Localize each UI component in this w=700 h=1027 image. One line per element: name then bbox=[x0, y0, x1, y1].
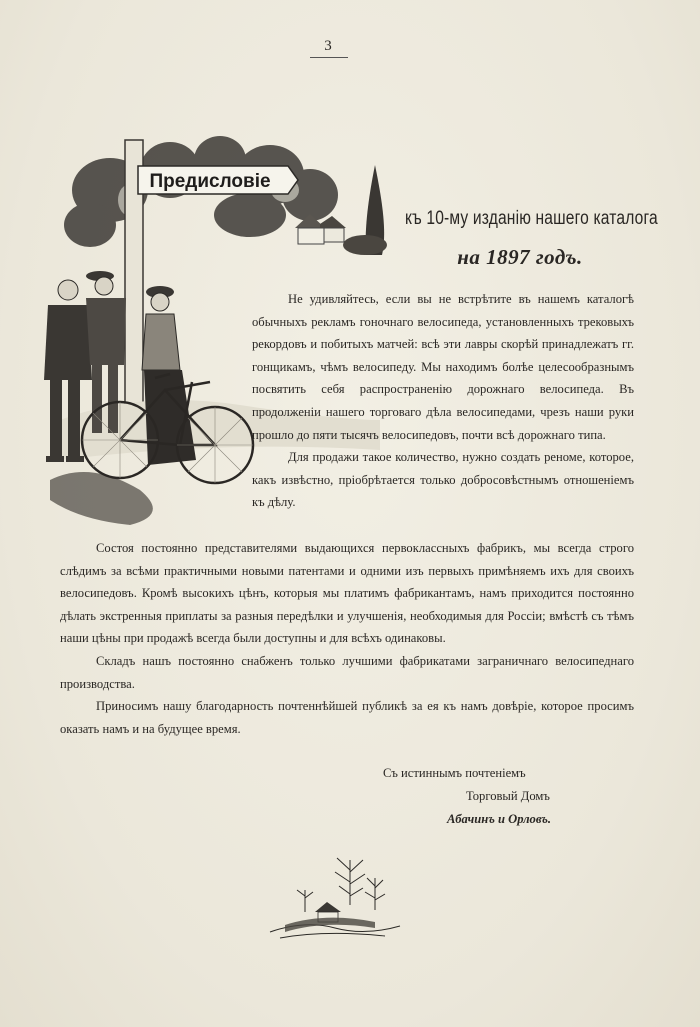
main-paragraph: Складъ нашъ постоянно снабженъ только лучшими фабрикатами заграничнаго велосипеднаго производства. bbox=[60, 653, 634, 691]
page-number-rule bbox=[310, 57, 348, 58]
grass-engraving bbox=[50, 472, 153, 525]
intro-text bbox=[252, 288, 634, 514]
intro-paragraph: Не удивляйтесь, если вы не встрѣтите въ нашемъ каталогѣ обычныхъ рекламъ гоночнаго велосипеда, установленныхъ трековыхъ рекордовъ и побитыхъ матчей: всѣ эти лавры скорѣй принадлежатъ гг. гонщикамъ, чѣмъ велосипеду. Мы находимъ болѣе целесообразнымъ посвятить себя распространенію дорожнаго велосипеда. Въ продолженіи нашего торговаго дѣла велосипедами, чрезъ наши руки прошло до пяти тысячъ велосипедовъ, почти всѣ дорожнаго типа. bbox=[252, 292, 634, 442]
page-number: 3 bbox=[324, 38, 332, 54]
closing-house: Торговый Домъ bbox=[466, 789, 550, 803]
catalog-year: на 1897 годъ. bbox=[457, 245, 583, 269]
main-text bbox=[60, 537, 634, 740]
main-paragraph: Состоя постоянно представителями выдающихся первоклассныхъ фабрикъ, мы всегда строго слѣдимъ за всѣми практичными новыми патентами и одними изъ первыхъ примѣняемъ ихъ для своихъ велосипедовъ. Кромѣ высокихъ цѣнъ, которыя мы платимъ фабрикантамъ, намъ приходится постоянно дѣлать экстренныя приплаты за разныя передѣлки и улучшенія, необходимыя для Россіи; вмѣстѣ съ тѣмъ наши цѣны при продажѣ всегда были доступны и для всѣхъ одинаковы. bbox=[60, 541, 634, 646]
closing-signature: Абачинъ и Орловъ. bbox=[447, 812, 552, 826]
sign-title: Предисловіе bbox=[149, 171, 271, 192]
closing-salutation: Съ истиннымъ почтеніемъ bbox=[383, 766, 526, 780]
catalog-subtitle: къ 10-му изданію нашего каталога bbox=[405, 208, 658, 229]
main-paragraph: Приносимъ нашу благодарность почтеннѣйшей публикѣ за ея къ намъ довѣріе, которое просимъ оказать намъ и на будущее время. bbox=[60, 699, 634, 736]
intro-paragraph: Для продажи такое количество, нужно создать реноме, которое, какъ извѣстно, пріобрѣтается только добросовѣстнымъ отношеніемъ къ дѣлу. bbox=[252, 450, 634, 510]
winter-vignette bbox=[265, 850, 405, 945]
